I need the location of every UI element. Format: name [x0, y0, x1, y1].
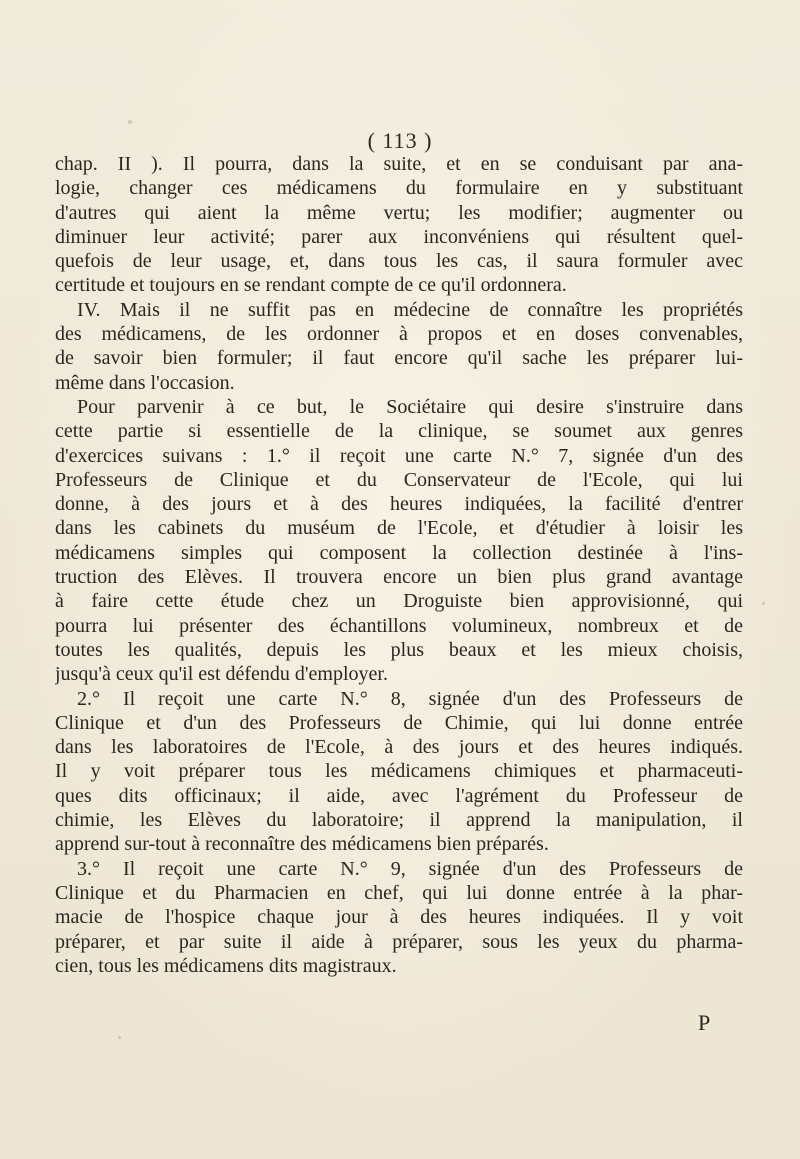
text-line: médicamens simples qui composent la collection destinée à l'ins- [55, 541, 743, 564]
text-line: préparer, et par suite il aide à préparer, sous les yeux du pharma- [55, 930, 743, 953]
body-text [55, 152, 743, 978]
text-line: truction des Elèves. Il trouvera encore un bien plus grand avantage [55, 566, 743, 589]
text-line: chap. II ). Il pourra, dans la suite, et en se conduisant par ana- [55, 153, 743, 175]
text-line: cien, tous les médicamens dits magistraux. [55, 954, 397, 977]
text-line: d'autres qui aient la même vertu; les modifier; augmenter ou [55, 201, 743, 224]
text-line: jusqu'à ceux qu'il est défendu d'employer. [55, 663, 388, 686]
text-line: Clinique et du Pharmacien en chef, qui lui donne entrée à la phar- [55, 881, 743, 904]
text-line: logie, changer ces médicamens du formulaire en y substituant [55, 177, 743, 200]
text-line: des médicamens, de les ordonner à propos et en doses convenables, [55, 323, 743, 346]
foxing-spot [432, 405, 435, 408]
text-line: ques dits officinaux; il aide, avec l'agrément du Professeur de [55, 784, 743, 807]
text-line: Pour parvenir à ce but, le Sociétaire qui desire s'instruire dans [77, 395, 743, 418]
foxing-spot [128, 120, 132, 124]
text-line: Clinique et d'un des Professeurs de Chimie, qui lui donne entrée [55, 711, 743, 734]
text-line: diminuer leur activité; parer aux inconvéniens qui résultent quel- [55, 225, 743, 248]
text-line: certitude et toujours en se rendant compte de ce qu'il ordonnera. [55, 274, 567, 297]
signature-mark: P [698, 1010, 711, 1035]
text-line: donne, à des jours et à des heures indiquées, la facilité d'entrer [55, 493, 743, 516]
text-line: chimie, les Elèves du laboratoire; il apprend la manipulation, il [55, 809, 743, 832]
text-line: dans les cabinets du muséum de l'Ecole, et d'étudier à loisir les [55, 517, 743, 540]
text-line: IV. Mais il ne suffit pas en médecine de connaître les propriétés [77, 298, 743, 321]
foxing-spot [118, 1036, 121, 1039]
text-line: pourra lui présenter des échantillons volumineux, nombreux et de [55, 614, 743, 637]
text-line: même dans l'occasion. [55, 371, 235, 394]
page-number: ( 113 ) [367, 128, 433, 153]
text-line: Il y voit préparer tous les médicamens chimiques et pharmaceuti- [55, 760, 743, 783]
text-line: cette partie si essentielle de la clinique, se soumet aux genres [55, 420, 743, 443]
text-line: d'exercices suivans : 1.° il reçoit une carte N.° 7, signée d'un des [55, 444, 743, 467]
text-line: 2.° Il reçoit une carte N.° 8, signée d'un des Professeurs de [77, 687, 743, 710]
text-line: à faire cette étude chez un Droguiste bien approvisionné, qui [55, 590, 743, 613]
text-line: dans les laboratoires de l'Ecole, à des jours et des heures indiqués. [55, 736, 743, 759]
text-line: quefois de leur usage, et, dans tous les cas, il saura formuler avec [55, 250, 743, 273]
text-line: apprend sur-tout à reconnaître des médicamens bien préparés. [55, 833, 549, 856]
text-line: de savoir bien formuler; il faut encore qu'il sache les préparer lui- [55, 347, 743, 370]
text-line: Professeurs de Clinique et du Conservateur de l'Ecole, qui lui [55, 468, 743, 491]
text-line: macie de l'hospice chaque jour à des heures indiquées. Il y voit [55, 906, 743, 929]
foxing-spot [762, 602, 765, 605]
text-line: 3.° Il reçoit une carte N.° 9, signée d'un des Professeurs de [77, 857, 743, 880]
text-line: toutes les qualités, depuis les plus beaux et les mieux choisis, [55, 638, 743, 661]
